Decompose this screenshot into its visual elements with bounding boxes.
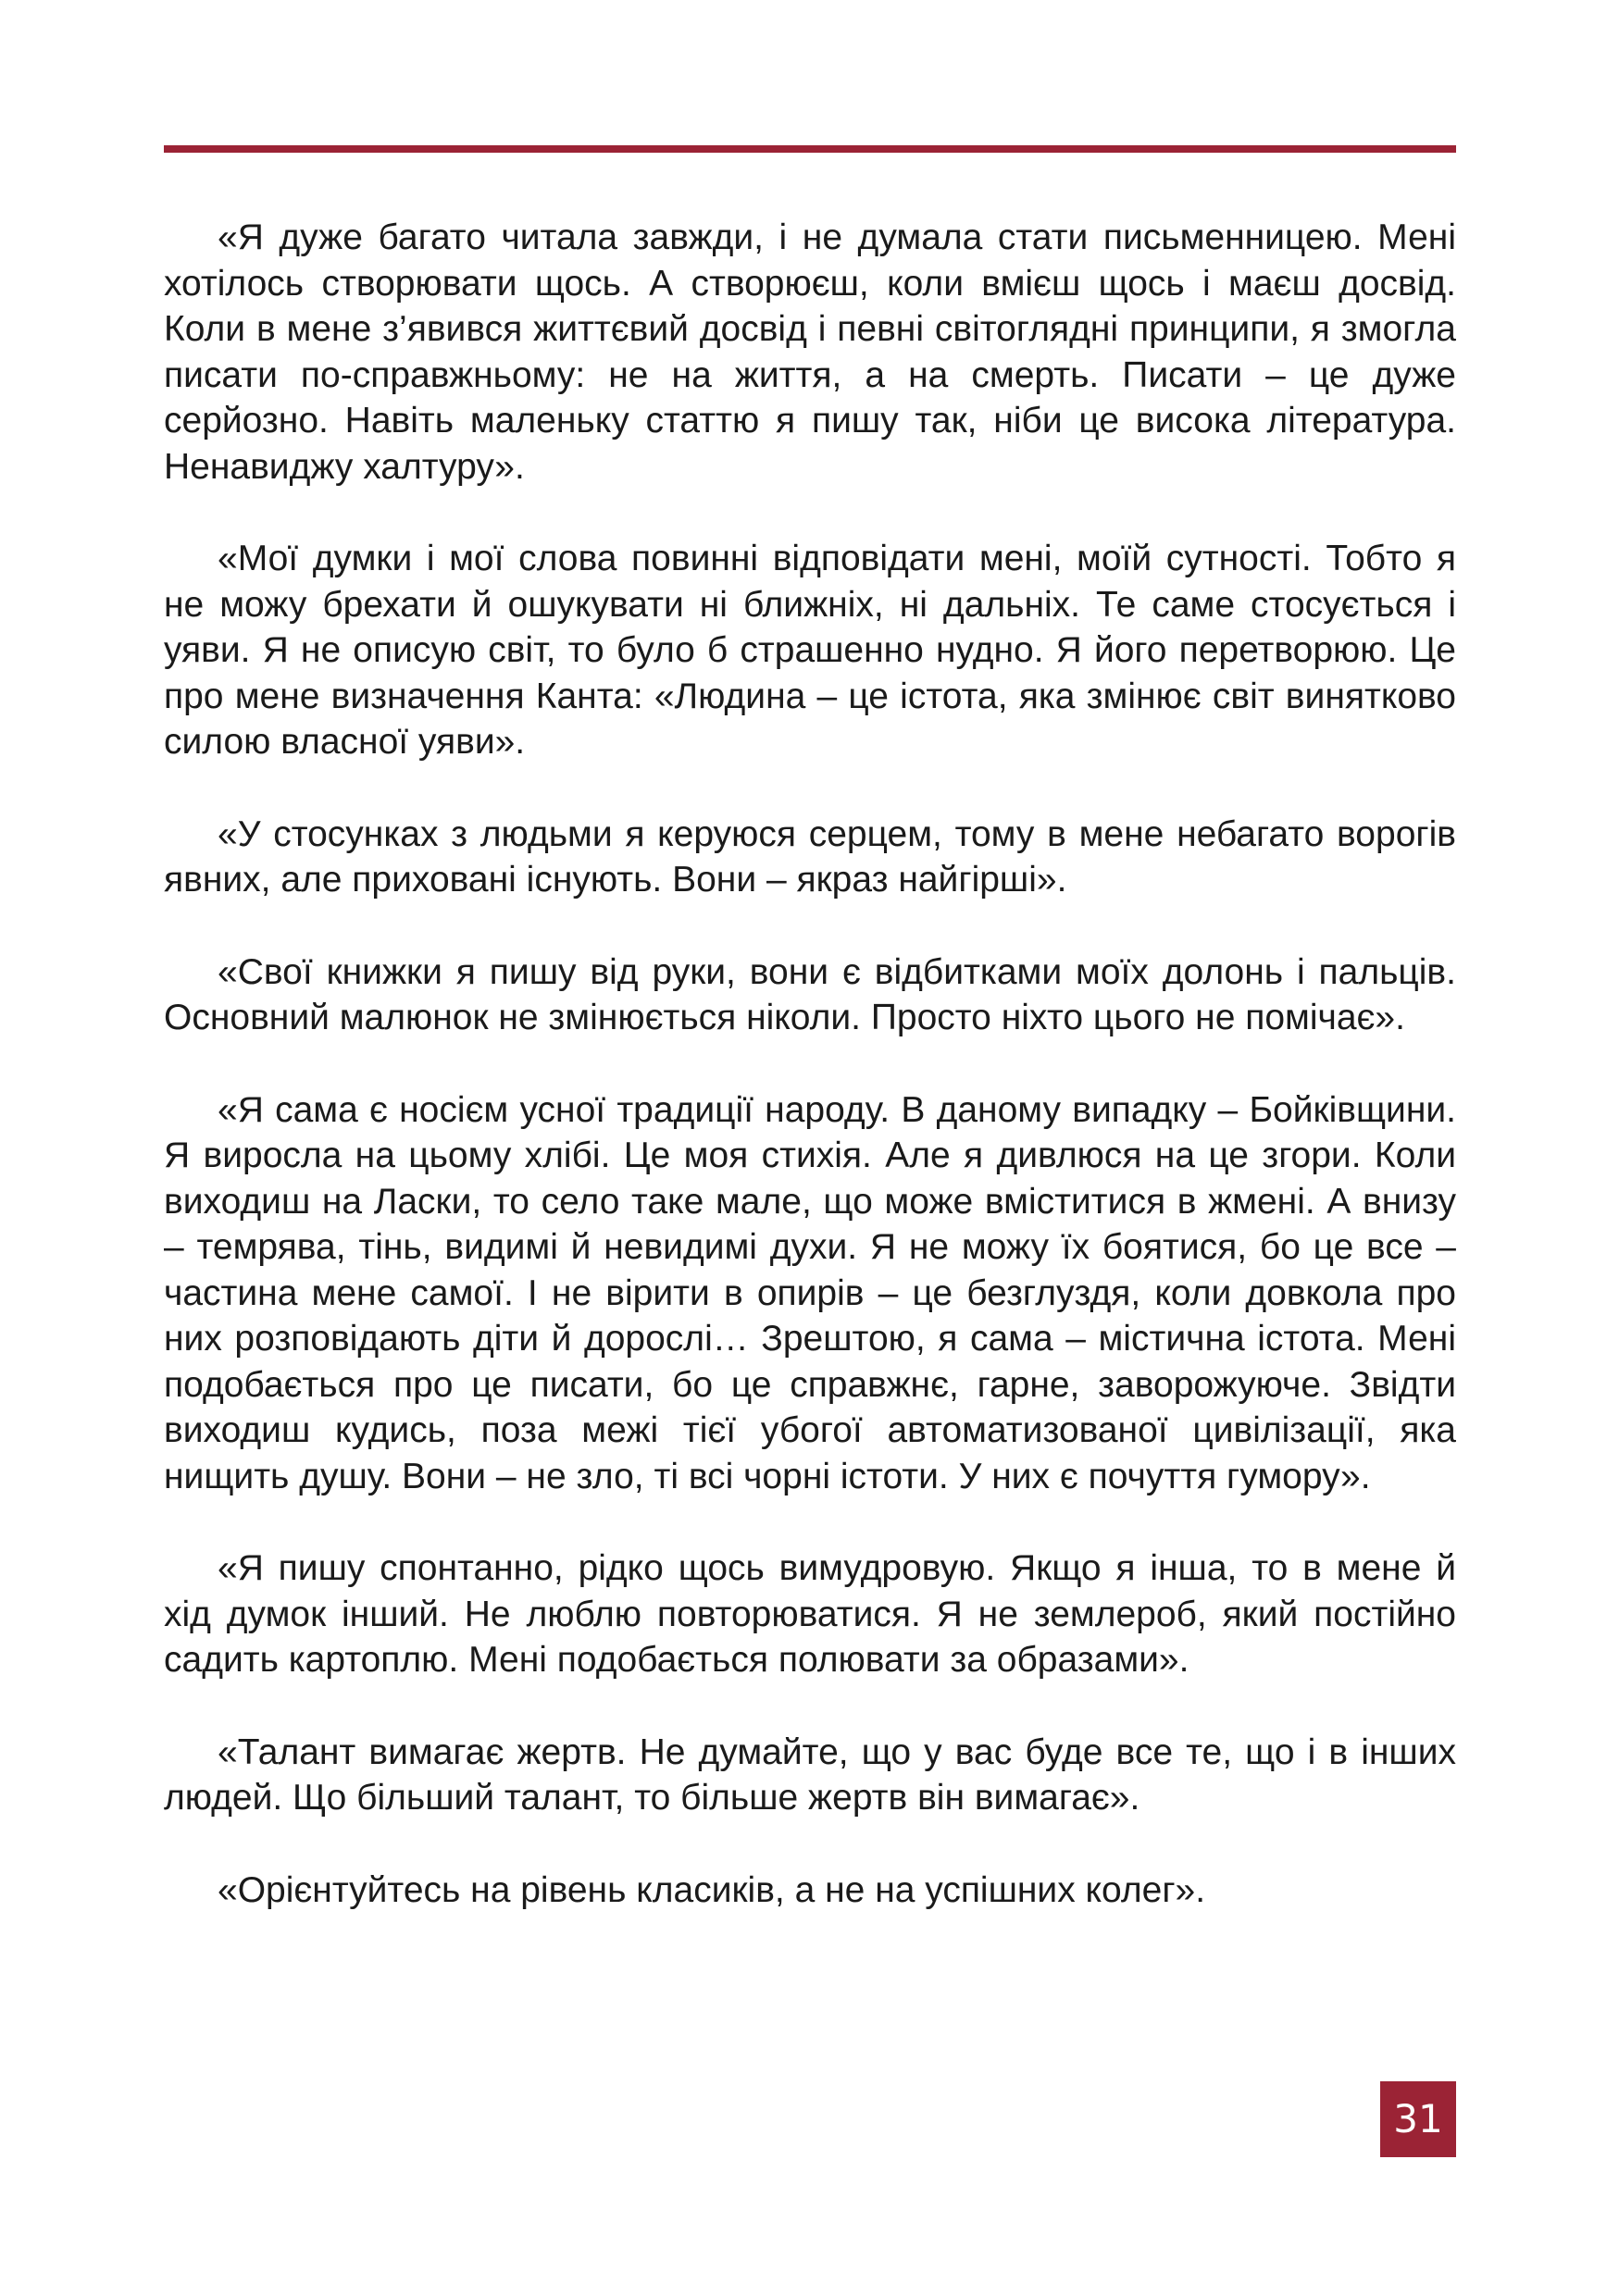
top-accent-rule	[164, 145, 1456, 153]
quote-paragraph-1: «Я дуже багато читала завжди, і не думала стати письменницею. Мені хотілось створювати щось. А створюєш, коли вмієш щось і маєш досвід. Коли в мене з’явився життєвий досвід і певні світоглядні принципи, я змогла писати по-справжньому: не на життя, а на смерть. Писати – це дуже серйозно. Навіть маленьку статтю я пишу так, ніби це висока література. Ненавиджу халтуру».	[164, 217, 1456, 487]
quote-paragraph-5: «Я сама є носієм усної традиції народу. В даному випадку – Бойківщини. Я виросла на цьому хлібі. Це моя стихія. Але я дивлюся на це згори. Коли виходиш на Ласки, то село таке мале, що може вміститися в жмені. А внизу – темрява, тінь, видимі й невидимі духи. Я не можу їх боятися, бо це все – частина мене самої. І не вірити в опирів – це безглуздя, коли довкола про них розповідають діти й дорослі… Зрештою, я сама – містична істота. Мені подобається про це писати, бо це справжнє, гарне, заворожуюче. Звідти виходиш кудись, поза межі тієї убогої автоматизованої цивілізації, яка нищить душу. Вони – не зло, ті всі чорні істоти. У них є почуття гумору».	[164, 1089, 1456, 1496]
quote-paragraph-2: «Мої думки і мої слова повинні відповідати мені, моїй сутності. Тобто я не можу брехати й ошукувати ні ближніх, ні дальніх. Те саме стосується і уяви. Я не описую світ, то було б страшенно нудно. Я його перетворюю. Це про мене визначення Канта: «Людина – це істота, яка змінює світ винятково силою власної уяви».	[164, 539, 1456, 762]
quote-paragraph-7: «Талант вимагає жертв. Не думайте, що у вас буде все те, що і в інших людей. Що більший талант, то більше жертв він вимагає».	[164, 1731, 1456, 1818]
quote-paragraph-4: «Свої книжки я пишу від руки, вони є відбитками моїх долонь і пальців. Основний малюнок не змінюється ніколи. Просто ніхто цього не помічає».	[164, 951, 1456, 1037]
quote-paragraph-6: «Я пишу спонтанно, рідко щось вимудровую. Якщо я інша, то в мене й хід думок інший. Не люблю повторюватися. Я не землероб, який постійно садить картоплю. Мені подобається полювати за образами».	[164, 1548, 1456, 1680]
page-number-badge: 31	[1380, 2081, 1456, 2157]
quote-paragraph-3: «У стосунках з людьми я керуюся серцем, тому в мене небагато ворогів явних, але приховані існують. Вони – якраз найгірші».	[164, 813, 1456, 900]
page-body	[164, 215, 1456, 1959]
quote-paragraph-8: «Орієнтуйтесь на рівень класиків, а не на успішних колег».	[218, 1869, 1206, 1910]
